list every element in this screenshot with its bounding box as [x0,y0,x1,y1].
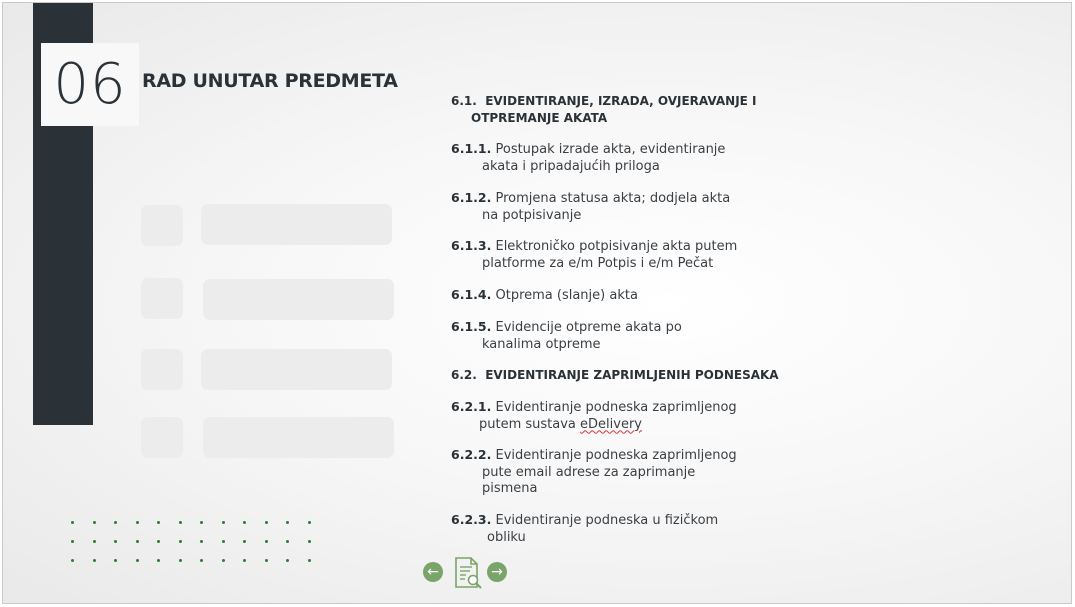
decorative-dot [157,540,160,543]
decorative-dot [179,521,182,524]
toc-heading-text: EVIDENTIRANJE, IZRADA, OVJERAVANJE I [485,94,757,108]
decorative-dot [157,521,160,524]
arrow-left-icon: ← [427,564,439,580]
toc-number: 6.2. [451,368,477,382]
document-search-icon[interactable] [452,556,484,590]
toc-item-text: Postupak izrade akta, evidentiranje [495,142,726,157]
decorative-dot [71,559,74,562]
decorative-dot [243,521,246,524]
decorative-dot [200,540,203,543]
toc-number: 6.2.2. [451,447,492,462]
toc-number: 6.2.1. [451,399,492,414]
toc-item-text: Promjena statusa akta; dodjela akta [495,191,731,206]
decorative-dot [136,521,139,524]
decorative-dot [286,540,289,543]
decorative-dot [222,521,225,524]
placeholder-icon-block [141,349,183,390]
decorative-dot [222,559,225,562]
toc-number: 6.1.4. [451,287,492,302]
toc-heading-6-2[interactable] [451,367,779,384]
toc-item-6-2-3[interactable] [451,512,718,546]
toc-item-text: Evidentiranje podneska zaprimljenog [495,448,737,463]
toc-item-6-2-2[interactable] [451,447,737,498]
decorative-dot [222,540,225,543]
decorative-dot [200,521,203,524]
decorative-dot [179,559,182,562]
placeholder-text-block [201,204,392,245]
toc-number: 6.1. [451,94,477,108]
toc-item-6-1-3[interactable] [451,238,737,272]
decorative-dot [265,559,268,562]
toc-item-6-1-5[interactable] [451,319,682,353]
toc-item-text: putem sustava [479,416,581,432]
toc-item-6-1-2[interactable] [451,190,730,224]
decorative-dot [71,540,74,543]
toc-item-text: Elektroničko potpisivanje akta putem [495,239,738,254]
decorative-dot [136,559,139,562]
toc-item-text: akata i pripadajućih priloga [482,158,660,174]
decorative-dot [114,540,117,543]
toc-item-text-misspelled: eDelivery [580,416,642,432]
toc-heading-text: OTPREMANJE AKATA [471,110,608,125]
placeholder-text-block [201,349,392,390]
toc-number: 6.1.3. [451,238,492,253]
slide [2,2,1072,604]
decorative-dot [71,521,74,524]
section-title: RAD UNUTAR PREDMETA [142,70,398,92]
dot-grid-decoration [71,521,321,571]
previous-slide-button[interactable] [423,562,443,582]
decorative-dot [308,540,311,543]
next-slide-button[interactable] [487,562,507,582]
decorative-dot [93,540,96,543]
decorative-dot [243,540,246,543]
toc-item-text: obliku [487,529,526,545]
toc-heading-6-1[interactable] [451,93,757,126]
section-number-box [41,43,139,126]
decorative-dot [93,521,96,524]
decorative-dot [308,559,311,562]
toc-item-text: Evidentiranje podneska u fizičkom [495,513,719,528]
toc-heading-text: EVIDENTIRANJE ZAPRIMLJENIH PODNESAKA [485,368,779,382]
toc-item-text: Otprema (slanje) akta [495,288,638,303]
placeholder-text-block [203,417,394,458]
toc-number: 6.1.5. [451,319,492,334]
decorative-dot [243,559,246,562]
decorative-dot [265,521,268,524]
decorative-dot [286,521,289,524]
toc-item-text: pute email adrese za zaprimanje [482,464,696,480]
decorative-dot [93,559,96,562]
toc-number: 6.2.3. [451,512,492,527]
toc-item-6-2-1[interactable] [451,399,737,433]
toc-item-6-1-1[interactable] [451,141,725,175]
decorative-dot [179,540,182,543]
section-number: 06 [53,51,127,117]
decorative-dot [114,521,117,524]
arrow-right-icon: → [491,564,503,580]
placeholder-icon-block [141,278,183,319]
toc-number: 6.1.1. [451,141,492,156]
toc-item-text: pismena [482,481,538,496]
decorative-dot [265,540,268,543]
toc-item-text: Evidentiranje podneska zaprimljenog [495,400,737,415]
toc-item-6-1-4[interactable] [451,287,638,305]
decorative-dot [308,521,311,524]
decorative-dot [157,559,160,562]
placeholder-icon-block [141,205,183,246]
placeholder-text-block [203,279,394,320]
toc-item-text: Evidencije otpreme akata po [495,320,682,335]
toc-item-text: na potpisivanje [482,207,582,223]
toc-item-text: kanalima otpreme [482,336,601,352]
decorative-dot [136,540,139,543]
toc-item-text: platforme za e/m Potpis i e/m Pečat [482,255,714,271]
toc-number: 6.1.2. [451,190,492,205]
placeholder-icon-block [141,417,183,458]
decorative-dot [286,559,289,562]
decorative-dot [200,559,203,562]
decorative-dot [114,559,117,562]
